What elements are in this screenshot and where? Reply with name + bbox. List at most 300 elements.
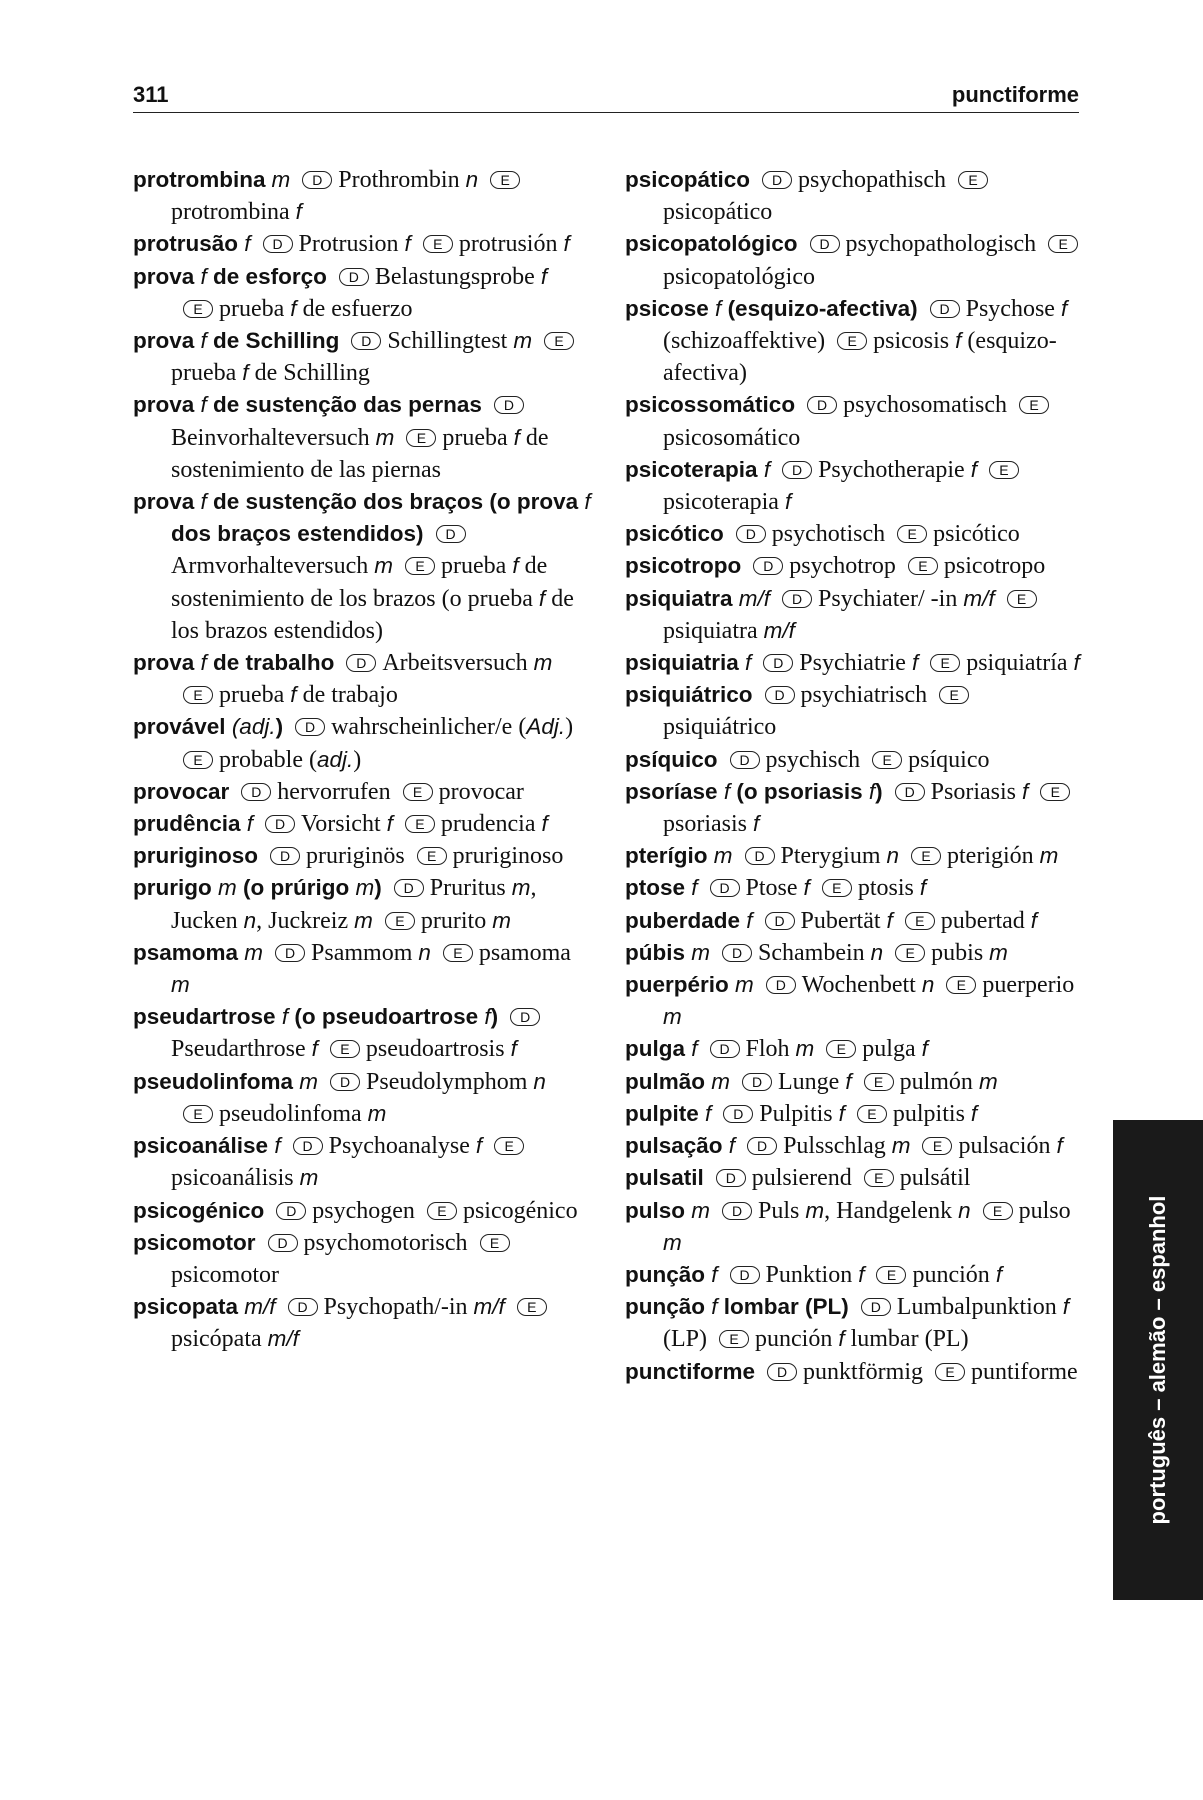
spanish-marker-icon: E	[872, 751, 902, 769]
gender-label: f	[753, 811, 760, 837]
translation-text: Psammom	[311, 939, 419, 966]
spanish-marker-icon: E	[183, 300, 213, 318]
spanish-marker-icon: E	[822, 879, 852, 897]
translation-text: Psychiater/ -in	[818, 585, 964, 612]
translation-text: , Jucken	[171, 875, 537, 934]
dictionary-entry	[625, 389, 1085, 453]
dictionary-entry	[625, 744, 1085, 776]
dictionary-entry	[625, 228, 1085, 292]
translation-text: de sostenimiento de los brazos (o prueba	[171, 553, 548, 612]
translation-text: , Juckreiz	[256, 907, 355, 934]
translation-text: Ptose	[745, 875, 804, 902]
headword: de Schilling	[206, 328, 340, 354]
dictionary-entry	[625, 1356, 1085, 1388]
gender-label: n	[465, 167, 479, 192]
dictionary-entry	[133, 711, 593, 775]
dictionary-entry	[133, 1130, 593, 1194]
german-marker-icon: D	[861, 1298, 891, 1316]
headword: (o pseudoartrose	[288, 1004, 485, 1030]
gender-label: n	[418, 939, 431, 965]
headword: provocar	[133, 778, 230, 804]
spanish-marker-icon: E	[876, 1266, 906, 1284]
translation-text: pulpitis	[892, 1100, 971, 1127]
gender-label: m	[891, 1133, 911, 1159]
gender-label: f	[691, 1036, 698, 1062]
dictionary-entry	[133, 1195, 593, 1227]
side-thumb-tab	[1113, 1120, 1203, 1600]
gender-label: f	[970, 456, 977, 482]
gender-label: f	[290, 295, 297, 321]
gender-label: m	[663, 1004, 682, 1030]
translation-text: pulsierend	[751, 1165, 852, 1192]
headword: psicose	[625, 295, 716, 321]
gender-label: f	[995, 1261, 1003, 1287]
german-marker-icon: D	[895, 783, 925, 801]
headword: prova	[133, 489, 201, 515]
translation-text: pulsación	[958, 1133, 1057, 1160]
spanish-marker-icon: E	[517, 1298, 547, 1316]
translation-text: Armvorhalteversuch	[171, 553, 375, 580]
translation-text: Belastungsprobe	[374, 263, 541, 290]
translation-text: Punktion	[765, 1261, 859, 1288]
spanish-marker-icon: E	[480, 1234, 510, 1252]
translation-text: ptosis	[857, 875, 920, 902]
gender-label: f	[540, 263, 548, 289]
spanish-marker-icon: E	[719, 1330, 749, 1348]
headword: psicomotor	[133, 1229, 256, 1255]
gender-label: m	[711, 1068, 731, 1094]
gender-label: f	[728, 1133, 736, 1159]
gender-label: f	[513, 424, 520, 450]
translation-text: psicoanálisis	[171, 1165, 300, 1192]
gender-label: m/f	[267, 1326, 299, 1352]
gender-label: m	[218, 875, 237, 901]
translation-text: de esfuerzo	[296, 295, 413, 322]
gender-label: n	[921, 972, 935, 998]
german-marker-icon: D	[494, 396, 524, 414]
gender-label: f	[311, 1036, 318, 1062]
right-column	[625, 164, 1085, 1388]
gender-label: f	[955, 328, 962, 354]
gender-label: f	[911, 650, 919, 676]
spanish-marker-icon: E	[939, 686, 969, 704]
spanish-marker-icon: E	[935, 1363, 965, 1381]
dictionary-entry	[625, 1066, 1085, 1098]
translation-text: protrusión	[458, 231, 564, 258]
german-marker-icon: D	[436, 525, 466, 543]
translation-text: psiquiatra	[663, 617, 764, 644]
gender-label: f	[919, 875, 927, 901]
translation-text: Pterygium	[780, 843, 887, 870]
gender-label: f	[512, 553, 519, 579]
dictionary-entry	[625, 1259, 1085, 1291]
translation-text: psicosis	[873, 328, 956, 355]
spanish-marker-icon: E	[330, 1040, 360, 1058]
gender-label: f	[1062, 1294, 1070, 1320]
dictionary-entry	[133, 1066, 593, 1130]
gender-label: m	[533, 650, 553, 676]
translation-text: Beinvorhalteversuch	[171, 424, 376, 451]
translation-text: psychopathologisch	[845, 231, 1037, 258]
gender-label: f	[705, 1100, 712, 1126]
dictionary-entry	[625, 1098, 1085, 1130]
gender-label: m	[171, 972, 190, 998]
translation-text: pulsátil	[899, 1165, 971, 1192]
headword: protrombina	[133, 167, 266, 192]
gender-label: f	[386, 811, 393, 837]
headword: de sustenção das pernas	[206, 392, 482, 418]
headword: pulsação	[625, 1133, 729, 1159]
gender-label: n	[886, 843, 900, 869]
dictionary-entry	[625, 1291, 1085, 1355]
translation-text: pulga	[862, 1036, 922, 1063]
spanish-marker-icon: E	[864, 1073, 894, 1091]
german-marker-icon: D	[330, 1073, 360, 1091]
german-marker-icon: D	[765, 686, 795, 704]
gender-label: f	[242, 360, 249, 386]
german-marker-icon: D	[730, 1266, 760, 1284]
gender-label: f	[886, 907, 893, 933]
translation-text: puntiforme	[971, 1358, 1078, 1385]
spanish-marker-icon: E	[406, 429, 436, 447]
dictionary-entry	[133, 1291, 593, 1355]
translation-text: punción	[912, 1261, 996, 1288]
gender-label: m	[299, 1068, 319, 1094]
headword: prurigo	[133, 875, 218, 901]
headword: pseudartrose	[133, 1004, 282, 1030]
translation-text: de trabajo	[296, 682, 398, 709]
headword: )	[875, 778, 883, 804]
german-marker-icon: D	[763, 654, 793, 672]
translation-text: Pseudarthrose	[171, 1036, 312, 1063]
dictionary-entry	[133, 164, 593, 228]
headword: dos braços estendidos)	[171, 521, 424, 547]
dictionary-entry	[133, 937, 593, 1001]
headword: prudência	[133, 811, 247, 837]
translation-text: psychisch	[765, 746, 861, 773]
gender-label: m/f	[963, 585, 995, 611]
dictionary-entry	[625, 583, 1085, 647]
spanish-marker-icon: E	[544, 332, 574, 350]
headword: de sustenção dos braços (o prova	[206, 489, 585, 515]
german-marker-icon: D	[295, 718, 325, 736]
headword: pulsatil	[625, 1165, 704, 1191]
german-marker-icon: D	[263, 235, 293, 253]
gender-label: f	[1060, 295, 1068, 321]
german-marker-icon: D	[288, 1298, 318, 1316]
spanish-marker-icon: E	[443, 944, 473, 962]
translation-text: pubertad	[940, 907, 1031, 934]
translation-text: psicoterapia	[663, 489, 785, 516]
translation-text: punción	[755, 1326, 839, 1353]
headword: psicogénico	[133, 1197, 265, 1223]
translation-text: psicotropo	[943, 553, 1046, 580]
spanish-marker-icon: E	[1048, 235, 1078, 253]
translation-text: psychogen	[312, 1197, 415, 1224]
translation-text: pseudoartrosis	[365, 1036, 511, 1063]
spanish-marker-icon: E	[417, 847, 447, 865]
dictionary-entry	[133, 1001, 593, 1065]
translation-text: psychotrop	[789, 553, 896, 580]
dictionary-entry	[133, 776, 593, 808]
gender-label: m	[492, 907, 511, 933]
translation-text: pruriginös	[306, 843, 405, 870]
translation-text: prueba	[171, 360, 243, 387]
translation-text: punktförmig	[803, 1358, 924, 1385]
translation-text: psychomotorisch	[303, 1229, 468, 1256]
headword: psiquiátrico	[625, 682, 753, 708]
gender-label: m/f	[763, 617, 795, 643]
translation-text: pseudolinfoma	[219, 1100, 368, 1127]
headword: punctiforme	[625, 1358, 756, 1384]
gender-label: m	[513, 328, 533, 354]
headword: de esforço	[206, 263, 327, 289]
headword: psicopático	[625, 167, 751, 192]
german-marker-icon: D	[766, 976, 796, 994]
headword: prova	[133, 328, 201, 354]
translation-text: pterigión	[947, 843, 1040, 870]
translation-text: psychotisch	[771, 521, 886, 548]
gender-label: (adj.	[231, 714, 276, 740]
gender-label: m	[663, 1229, 682, 1255]
spanish-marker-icon: E	[989, 461, 1019, 479]
gender-label: f	[723, 778, 731, 804]
translation-text: Floh	[745, 1036, 796, 1063]
headword: protrusão	[133, 231, 245, 257]
gender-label: f	[290, 682, 297, 708]
headword: pseudolinfoma	[133, 1068, 300, 1094]
german-marker-icon: D	[351, 332, 381, 350]
gender-label: f	[563, 231, 570, 257]
german-marker-icon: D	[716, 1169, 746, 1187]
gender-label: m	[271, 167, 291, 192]
header-rule	[133, 112, 1079, 113]
dictionary-entry	[133, 325, 593, 389]
translation-text: pulmón	[899, 1068, 979, 1095]
gender-label: f	[868, 778, 876, 804]
translation-text: prueba	[442, 424, 514, 451]
dictionary-entry	[133, 486, 593, 647]
gender-label: f	[281, 1004, 289, 1030]
german-marker-icon: D	[710, 879, 740, 897]
gender-label: n	[958, 1197, 971, 1223]
german-marker-icon: D	[747, 1137, 777, 1155]
headword: psamoma	[133, 939, 245, 965]
dictionary-entry	[625, 164, 1085, 228]
translation-text: psíquico	[908, 746, 990, 773]
gender-label: m	[374, 553, 394, 579]
translation-text: puerperio	[982, 972, 1075, 999]
spanish-marker-icon: E	[427, 1202, 457, 1220]
translation-text: )	[353, 746, 362, 773]
gender-label: f	[711, 1294, 718, 1320]
translation-text: (schizoaffektive)	[663, 328, 826, 355]
headword: pulso	[625, 1197, 692, 1223]
dictionary-entry	[133, 228, 593, 260]
gender-label: adj.	[316, 746, 354, 772]
translation-text: Pruritus	[429, 875, 512, 902]
translation-text: wahrscheinlicher/e (	[331, 714, 527, 741]
german-marker-icon: D	[807, 396, 837, 414]
headword: psicótico	[625, 521, 724, 547]
german-marker-icon: D	[782, 461, 812, 479]
translation-text: Psychose	[965, 295, 1061, 322]
translation-text: Prothrombin	[338, 167, 466, 193]
headword: )	[374, 875, 382, 901]
dictionary-entry	[625, 776, 1085, 840]
spanish-marker-icon: E	[857, 1105, 887, 1123]
gender-label: m	[355, 875, 375, 901]
headword: psicossomático	[625, 392, 796, 418]
translation-text: Schillingtest	[387, 328, 514, 355]
gender-label: f	[295, 199, 302, 225]
gender-label: m	[511, 875, 531, 901]
gender-label: f	[970, 1100, 978, 1126]
running-head: punctiforme	[951, 82, 1079, 107]
translation-text: Pulsschlag	[783, 1133, 892, 1160]
german-marker-icon: D	[782, 590, 812, 608]
headword: lombar (PL)	[717, 1294, 849, 1320]
gender-label: f	[584, 489, 591, 515]
translation-text: Lunge	[778, 1068, 846, 1095]
spanish-marker-icon: E	[837, 332, 867, 350]
translation-text: psicopático	[663, 199, 773, 226]
translation-text: Wochenbett	[801, 972, 922, 999]
german-marker-icon: D	[394, 879, 424, 897]
headword: punção	[625, 1294, 712, 1320]
gender-label: f	[921, 1036, 928, 1062]
headword: psicotropo	[625, 553, 742, 579]
spanish-marker-icon: E	[895, 944, 925, 962]
german-marker-icon: D	[270, 847, 300, 865]
gender-label: f	[246, 811, 254, 837]
gender-label: f	[244, 231, 251, 257]
gender-label: m	[795, 1036, 815, 1062]
translation-text: Pulpitis	[759, 1100, 839, 1127]
dictionary-entry	[625, 454, 1085, 518]
gender-label: n	[533, 1068, 546, 1094]
spanish-marker-icon: E	[405, 557, 435, 575]
translation-text: (esquizo-afectiva)	[663, 328, 1057, 387]
gender-label: m/f	[244, 1294, 276, 1320]
headword: puberdade	[625, 907, 747, 933]
spanish-marker-icon: E	[946, 976, 976, 994]
gender-label: f	[1030, 907, 1038, 933]
dictionary-entry	[625, 1033, 1085, 1065]
german-marker-icon: D	[767, 1363, 797, 1381]
gender-label: m	[354, 907, 373, 933]
gender-label: f	[746, 907, 753, 933]
spanish-marker-icon: E	[930, 654, 960, 672]
translation-text: hervorrufen	[277, 778, 391, 805]
gender-label: f	[784, 489, 792, 515]
translation-text: pulso	[1018, 1197, 1071, 1224]
gender-label: f	[1056, 1133, 1063, 1159]
dictionary-entry	[625, 679, 1085, 743]
gender-label: f	[845, 1068, 852, 1094]
headword: psiquiatria	[625, 650, 746, 676]
german-marker-icon: D	[510, 1008, 540, 1026]
translation-text: psicogénico	[462, 1197, 578, 1224]
german-marker-icon: D	[736, 525, 766, 543]
gender-label: f	[838, 1326, 845, 1352]
headword: (o psoriasis	[730, 778, 869, 804]
german-marker-icon: D	[276, 1202, 306, 1220]
headword: pulga	[625, 1036, 692, 1062]
translation-text: Psychopath/-in	[323, 1294, 474, 1321]
translation-text: prueba	[441, 553, 513, 580]
spanish-marker-icon: E	[826, 1040, 856, 1058]
german-marker-icon: D	[930, 300, 960, 318]
translation-text: Puls	[758, 1197, 806, 1224]
translation-text: pruriginoso	[452, 843, 564, 870]
headword: )	[490, 1004, 499, 1030]
german-marker-icon: D	[722, 944, 752, 962]
gender-label: f	[510, 1036, 517, 1062]
gender-label: f	[404, 231, 411, 257]
german-marker-icon: D	[762, 171, 792, 189]
german-marker-icon: D	[742, 1073, 772, 1091]
translation-text: de los brazos estendidos)	[171, 585, 574, 644]
translation-text: psicótico	[933, 521, 1020, 548]
headword: púbis	[625, 939, 692, 965]
spanish-marker-icon: E	[1007, 590, 1037, 608]
translation-text: psicópata	[171, 1326, 268, 1353]
translation-text: pubis	[931, 939, 990, 966]
german-marker-icon: D	[241, 783, 271, 801]
translation-text: psiquiatría	[966, 650, 1074, 677]
translation-text: provocar	[438, 778, 524, 805]
headword: prova	[133, 263, 201, 289]
gender-label: m	[989, 939, 1008, 965]
gender-label: Adj.	[526, 714, 566, 740]
spanish-marker-icon: E	[864, 1169, 894, 1187]
gender-label: f	[200, 392, 207, 418]
headword: psicoterapia	[625, 456, 764, 482]
gender-label: f	[200, 650, 207, 676]
dictionary-entry	[625, 872, 1085, 904]
dictionary-entry	[625, 293, 1085, 390]
german-marker-icon: D	[346, 654, 376, 672]
translation-text: psychosomatisch	[843, 392, 1008, 419]
headword: ptose	[625, 875, 692, 901]
gender-label: f	[484, 1004, 491, 1030]
gender-label: f	[858, 1261, 865, 1287]
gender-label: f	[745, 650, 752, 676]
spanish-marker-icon: E	[494, 1137, 524, 1155]
gender-label: f	[475, 1133, 483, 1159]
translation-text: lumbar (PL)	[844, 1326, 969, 1353]
translation-text: probable (	[219, 746, 317, 773]
translation-text: Psychotherapie	[818, 456, 971, 483]
translation-text: psiquiátrico	[663, 714, 777, 741]
translation-text: psamoma	[478, 939, 571, 966]
gender-label: f	[200, 328, 207, 354]
gender-label: f	[1073, 650, 1080, 676]
spanish-marker-icon: E	[385, 912, 415, 930]
gender-label: f	[711, 1261, 718, 1287]
headword: de trabalho	[206, 650, 335, 676]
spanish-marker-icon: E	[958, 171, 988, 189]
translation-text: )	[565, 714, 574, 741]
translation-text: Schambein	[758, 939, 871, 966]
translation-text: psychopathisch	[798, 167, 947, 193]
gender-label: m	[691, 939, 710, 965]
dictionary-entry	[133, 1227, 593, 1291]
spanish-marker-icon: E	[897, 525, 927, 543]
headword: prova	[133, 650, 201, 676]
gender-label: m	[978, 1068, 998, 1094]
